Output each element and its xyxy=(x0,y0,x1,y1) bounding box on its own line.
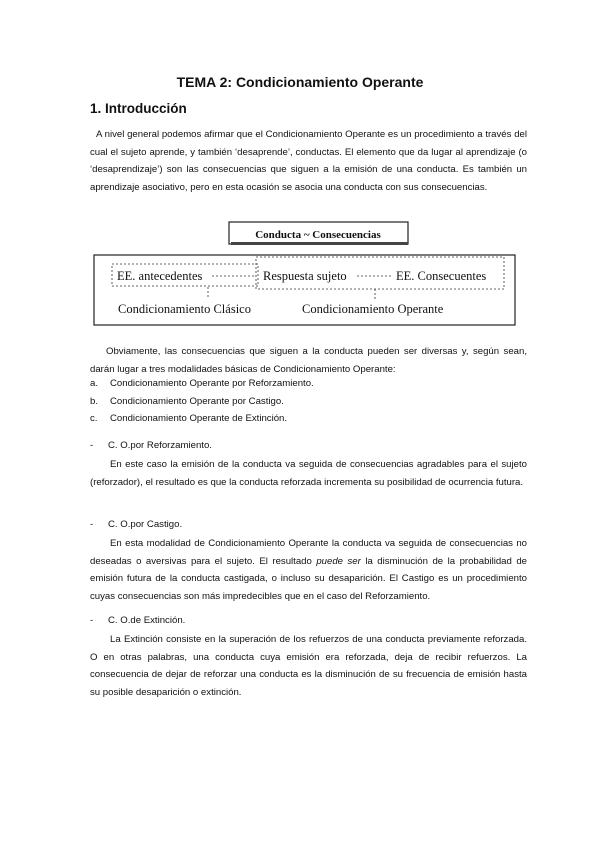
castigo-text-before: En esta modalidad de Condicionamiento Operante la conducta va seguida de consecuencias no deseadas o aversivas para el sujeto. El resultado xyxy=(90,538,527,567)
modalities-intro: Obviamente, las consecuencias que siguen a la conducta pueden ser diversas y, según sean, darán lugar a tres modalidades básicas de Condicionamiento Operante: xyxy=(90,346,527,375)
page-title: TEMA 2: Condicionamiento Operante xyxy=(176,74,424,90)
list-marker: b. xyxy=(90,396,99,407)
dash-marker: - xyxy=(90,615,94,626)
bottom-right-label: Condicionamiento Operante xyxy=(302,302,444,316)
subsection-heading-extincion xyxy=(90,615,185,626)
subsection-heading-reforzamiento xyxy=(90,440,212,451)
subsection-heading-castigo xyxy=(90,519,182,530)
subsection-heading-text: C. O.por Reforzamiento. xyxy=(108,440,212,451)
subsection-text-castigo xyxy=(90,535,527,605)
bottom-left-label: Condicionamiento Clásico xyxy=(118,302,251,316)
subsection-text-extincion: La Extinción consiste en la superación de los refuerzos de una conducta previamente reforzada. O en otras palabras, una conducta cuya emisión era reforzada, deja de recibir refuerzos. La consecuencia de dejar de reforzar una conducta es la disminución de su frecuencia de emisión hasta su posible desaparición o extinción. xyxy=(90,634,527,698)
castigo-text-emphasis: puede ser xyxy=(316,555,361,567)
list-item xyxy=(90,378,314,389)
intro-paragraph: A nivel general podemos afirmar que el Condicionamiento Operante es un procedimiento a través del cual el sujeto aprende, y también ‘desaprende’, conductas. El elemento que da lugar al aprendizaje (o ‘desaprendizaje’) son las consecuencias que siguen a la emisión de una conducta. Es también un aprendizaje asociativo, pero en esta ocasión se asocia una conducta con sus consecuencias. xyxy=(90,129,527,193)
list-item-text: Condicionamiento Operante por Castigo. xyxy=(110,396,284,407)
left-label: EE. antecedentes xyxy=(117,269,203,283)
subsection-text-reforzamiento: En este caso la emisión de la conducta va seguida de consecuencias agradables para el sujeto (reforzador), el resultado es que la conducta reforzada incrementa su posibilidad de ocurrencia futura. xyxy=(90,459,527,488)
dash-marker: - xyxy=(90,519,94,530)
list-item xyxy=(90,413,287,424)
list-item-text: Condicionamiento Operante por Reforzamiento. xyxy=(110,378,314,389)
castigo-text-after: la disminución de la probabilidad de emisión futura de la conducta castigada, o incluso su desaparición. El Castigo es un procedimiento cuyas consecuencias son más impredecibles que en el caso del Reforzamiento. xyxy=(90,555,528,602)
list-item-text: Condicionamiento Operante de Extinción. xyxy=(110,413,288,424)
dash-marker: - xyxy=(90,440,94,451)
list-marker: a. xyxy=(90,378,99,389)
section-heading: 1. Introducción xyxy=(90,101,187,116)
subsection-heading-text: C. O.de Extinción. xyxy=(108,615,186,626)
subsection-heading-text: C. O.por Castigo. xyxy=(108,519,183,530)
list-marker: c. xyxy=(90,413,98,424)
list-item xyxy=(90,396,284,407)
top-box-shadow xyxy=(231,242,408,245)
top-box-label: Conducta ~ Consecuencias xyxy=(255,229,381,241)
middle-label: Respuesta sujeto xyxy=(263,269,347,283)
right-label: EE. Consecuentes xyxy=(396,269,487,283)
